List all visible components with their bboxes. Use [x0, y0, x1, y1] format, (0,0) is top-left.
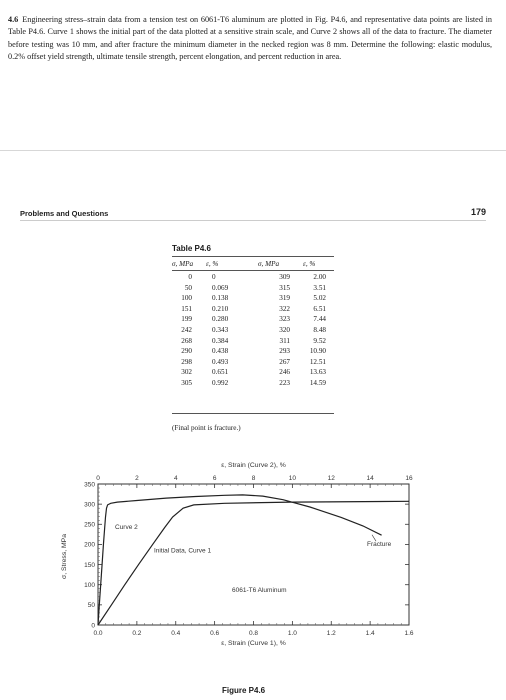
fracture-label: Fracture	[367, 541, 392, 549]
stress-cell: 322	[279, 304, 290, 313]
stress-cell: 315	[279, 283, 290, 292]
section-header: Problems and Questions	[20, 209, 109, 218]
stress-cell: 199	[181, 315, 192, 324]
y-tick-label: 100	[84, 582, 95, 590]
stress-cell: 246	[279, 368, 290, 377]
material-label: 6061-T6 Aluminum	[232, 586, 287, 594]
x-tick-label: 1.6	[404, 630, 414, 637]
top-tick-label: 0	[96, 475, 100, 482]
stress-strain-chart	[0, 450, 506, 686]
strain-cell: 13.63	[309, 368, 326, 377]
stress-cell: 311	[279, 336, 290, 345]
strain-cell: 0.992	[212, 378, 229, 387]
table-header-stress-1: σ, MPa	[172, 260, 194, 268]
stress-cell: 298	[181, 357, 192, 366]
y-tick-label: 0	[91, 622, 95, 630]
x-tick-label: 0.6	[210, 630, 220, 637]
header-rule	[20, 220, 486, 221]
strain-cell: 0.280	[212, 315, 229, 324]
stress-cell: 223	[279, 378, 290, 387]
strain-cell: 0.210	[212, 304, 229, 313]
stress-cell: 50	[184, 283, 192, 292]
stress-cell: 309	[279, 273, 290, 281]
x-tick-label: 0.2	[132, 630, 142, 637]
strain-cell: 0.069	[212, 283, 229, 292]
y-tick-label: 300	[84, 501, 95, 509]
top-tick-label: 10	[288, 475, 296, 482]
x-tick-label: 1.4	[365, 630, 375, 637]
strain-cell: 12.51	[309, 357, 326, 366]
strain-cell: 7.44	[313, 315, 326, 324]
table-title: Table P4.6	[172, 244, 211, 253]
top-tick-label: 12	[327, 475, 335, 482]
table-column-stress-1	[172, 272, 192, 389]
series-curve-2	[98, 495, 382, 625]
top-tick-label: 2	[135, 475, 139, 482]
x-tick-label: 0.4	[171, 630, 181, 637]
y-tick-label: 200	[84, 541, 95, 549]
problem-number: 4.6	[8, 15, 19, 24]
table-column-stress-2	[270, 272, 290, 389]
strain-cell: 0.138	[212, 294, 229, 303]
x-tick-label: 0.0	[93, 630, 103, 637]
curve-2-label: Curve 2	[115, 524, 138, 532]
table-note: (Final point is fracture.)	[172, 424, 241, 432]
table-bottom-rule	[172, 413, 334, 414]
curve-1-label: Initial Data, Curve 1	[154, 547, 212, 555]
strain-cell: 3.51	[313, 283, 326, 292]
stress-cell: 267	[279, 357, 290, 366]
strain-cell: 0.493	[212, 357, 229, 366]
plot-frame	[98, 484, 409, 625]
table-column-strain-1	[212, 272, 240, 389]
table-header-strain-1: ε, %	[206, 260, 219, 268]
strain-cell: 2.00	[313, 273, 326, 281]
x-tick-label: 1.0	[287, 630, 297, 637]
x-axis-title: ε, Strain (Curve 1), %	[221, 640, 286, 647]
table-top-rule	[172, 256, 334, 257]
stress-cell: 151	[181, 304, 192, 313]
table-column-strain-2	[300, 272, 326, 389]
stress-cell: 100	[181, 294, 192, 303]
x-tick-label: 0.8	[248, 630, 259, 637]
y-tick-label: 350	[84, 481, 95, 489]
y-tick-label: 50	[87, 602, 95, 610]
stress-cell: 319	[279, 294, 290, 303]
top-tick-label: 8	[251, 475, 256, 482]
problem-text: Engineering stress–strain data from a tension test on 6061-T6 aluminum are plotted in Fig. P4.6, and representative data points are listed in Table P4.6. Curve 1 shows the initial part of the data plotted at a sensitive strain scale, and Curve 2 shows all of the data to fracture. The diameter before testing was 10 mm, and after fracture the minimum diameter in the necked region was 8 mm. Determine the following: elastic modulus, 0.2% offset yield strength, ultimate tensile strength, percent elongation, and percent reduction in area.	[8, 15, 492, 62]
figure-caption: Figure P4.6	[222, 686, 266, 695]
strain-cell: 0.384	[212, 336, 229, 345]
stress-cell: 323	[279, 315, 290, 324]
strain-cell: 6.51	[313, 304, 326, 313]
page-number: 179	[470, 207, 486, 217]
stress-cell: 302	[181, 368, 192, 377]
stress-cell: 0	[188, 273, 192, 281]
top-tick-label: 6	[212, 475, 217, 482]
y-tick-label: 250	[84, 521, 95, 529]
problem-statement	[8, 14, 492, 64]
strain-cell: 14.59	[309, 378, 326, 387]
table-header-stress-2: σ, MPa	[258, 260, 280, 268]
stress-cell: 320	[279, 325, 290, 334]
stress-cell: 268	[181, 336, 192, 345]
strain-cell: 0.343	[212, 325, 229, 334]
top-axis-title: ε, Strain (Curve 2), %	[221, 462, 286, 469]
table-header-rule	[172, 270, 334, 271]
stress-cell: 293	[279, 347, 290, 356]
top-tick-label: 14	[366, 475, 374, 482]
strain-cell: 5.02	[313, 294, 326, 303]
strain-cell: 9.52	[313, 336, 326, 345]
strain-cell: 0.651	[212, 368, 229, 377]
stress-cell: 242	[181, 325, 192, 334]
strain-cell: 0.438	[212, 347, 229, 356]
page-gap-divider	[0, 150, 506, 151]
strain-cell: 10.90	[309, 347, 326, 356]
top-tick-label: 4	[173, 475, 178, 482]
stress-cell: 305	[181, 378, 192, 387]
y-axis-title: σ, Stress, MPa	[61, 534, 68, 579]
series-curve-1	[98, 501, 409, 625]
strain-cell: 0	[212, 273, 216, 281]
y-tick-label: 150	[84, 561, 95, 569]
strain-cell: 8.48	[313, 325, 326, 334]
table-header-strain-2: ε, %	[303, 260, 316, 268]
x-tick-label: 1.2	[326, 630, 336, 637]
stress-cell: 290	[181, 347, 192, 356]
top-tick-label: 16	[405, 475, 413, 482]
